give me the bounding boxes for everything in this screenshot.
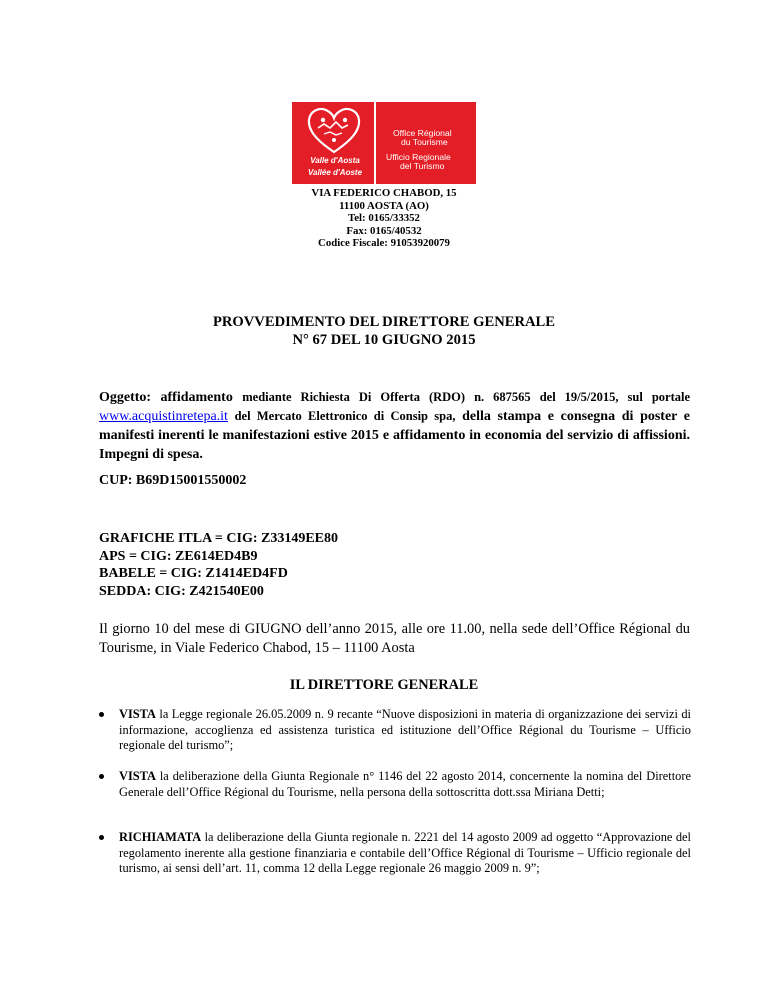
- bullet-icon: [99, 707, 107, 715]
- intro-paragraph: Il giorno 10 del mese di GIUGNO dell’anno 2015, alle ore 11.00, nella sede dell’Office Régional du Tourisme, in Viale Federico Chabod, 15 – 11100 Aosta: [99, 621, 690, 656]
- title-line2: N° 67 DEL 10 GIUGNO 2015: [292, 332, 476, 348]
- cig-sedda: SEDDA: CIG: Z421540E00: [99, 583, 264, 599]
- address-city: 11100 AOSTA (AO): [339, 199, 429, 212]
- office-logo: [292, 102, 476, 184]
- item-text: la Legge regionale 26.05.2009 n. 9 recante “Nuove disposizioni in materia di organizzazione dei servizi di informazione, accoglienza ed assistenza turistica ed istituzione dell’Office Régional du Tourisme – Ufficio regionale del turismo”;: [119, 707, 691, 753]
- address-phone: Tel: 0165/33352: [348, 212, 420, 225]
- subject-part1: affidamento: [160, 390, 233, 405]
- address-street: VIA FEDERICO CHABOD, 15: [311, 187, 457, 199]
- office-it-line1: Ufficio Regionale: [386, 152, 451, 162]
- region-logo-panel: [292, 102, 374, 184]
- section-heading: IL DIRETTORE GENERALE: [289, 677, 479, 693]
- region-name-it: Valle d'Aosta: [310, 156, 360, 165]
- item-text: la deliberazione della Giunta regionale n. 2221 del 14 agosto 2009 ad oggetto “Approvazione del regolamento inerente alla gestione finanziaria e contabile dell’Office Régional di Tourisme – Ufficio regionale del turismo, ai sensi dell’art. 11, comma 12 della Legge regionale 26 maggio 2009 n. 9”;: [119, 830, 691, 876]
- address-block: [0, 187, 768, 250]
- office-fr-line1: Office Régional: [393, 128, 452, 138]
- cig-aps: APS = CIG: ZE614ED4B9: [99, 548, 258, 564]
- cig-grafiche-itla: GRAFICHE ITLA = CIG: Z33149EE80: [99, 531, 339, 546]
- item-keyword: VISTA: [119, 707, 156, 721]
- heart-icon: [306, 106, 362, 154]
- address-fax: Fax: 0165/40532: [346, 224, 422, 237]
- subject-part2: mediante Richiesta Di Offerta (RDO) n. 687565 del 19/5/2015, sul portale: [242, 390, 691, 404]
- region-name-fr: Vallée d'Aoste: [307, 168, 363, 177]
- list-item: [119, 769, 691, 800]
- item-text: la deliberazione della Giunta Regionale n° 1146 del 22 agosto 2014, concernente la nomina del Direttore Generale dell’Office Régional du Tourisme, nella persona della sottoscritta dott.ssa Miriana Detti;: [119, 769, 691, 799]
- item-keyword: RICHIAMATA: [119, 830, 202, 844]
- item-keyword: VISTA: [119, 769, 156, 783]
- list-item: [119, 830, 691, 877]
- office-fr-line2: du Tourisme: [401, 137, 448, 148]
- portal-link[interactable]: www.acquistinretepa.it: [99, 409, 228, 424]
- office-name-panel: [376, 102, 476, 184]
- office-name-it: [386, 153, 451, 172]
- cup-code: CUP: B69D15001550002: [99, 473, 247, 488]
- subject-part3: del Mercato Elettronico di Consip spa,: [234, 409, 456, 423]
- list-item: [119, 707, 691, 754]
- subject-paragraph: [99, 388, 690, 464]
- document-title: [0, 313, 768, 349]
- title-line1: PROVVEDIMENTO DEL DIRETTORE GENERALE: [212, 314, 556, 330]
- subject-label: Oggetto:: [99, 390, 152, 405]
- cig-babele: BABELE = CIG: Z1414ED4FD: [99, 566, 288, 581]
- cig-codes: [99, 530, 338, 600]
- office-name-fr: [393, 129, 452, 148]
- bullet-icon: [99, 830, 107, 838]
- bullet-icon: [99, 769, 107, 777]
- address-fiscal-code: Codice Fiscale: 91053920079: [318, 237, 450, 250]
- subject-part4: della stampa e consegna di poster e manifesti inerenti le manifestazioni estive 2015 e affidamento in economia del servizio di affissioni. Impegni di spesa.: [99, 409, 691, 462]
- office-it-line2: del Turismo: [400, 161, 445, 172]
